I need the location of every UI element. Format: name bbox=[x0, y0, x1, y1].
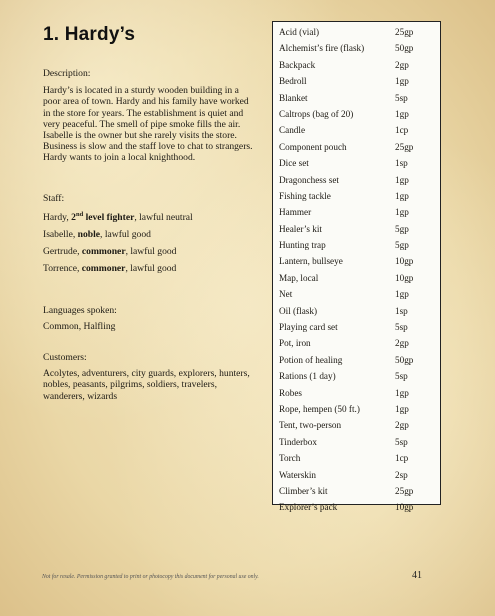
item-price: 1cp bbox=[395, 453, 409, 464]
item-name: Component pouch bbox=[279, 141, 347, 152]
item-name: Bedroll bbox=[279, 76, 307, 87]
table-row bbox=[273, 188, 440, 204]
item-name: Oil (flask) bbox=[279, 305, 318, 316]
item-name: Alchemist’s fire (flask) bbox=[279, 43, 365, 54]
item-price: 5sp bbox=[395, 92, 408, 103]
item-price: 1gp bbox=[395, 190, 409, 201]
item-name: Tent, two-person bbox=[279, 420, 342, 431]
item-name: Rope, hempen (50 ft.) bbox=[279, 403, 360, 414]
item-name: Playing card set bbox=[279, 322, 338, 333]
staff-name: Torrence, bbox=[43, 262, 82, 274]
staff-label: Staff: bbox=[43, 193, 65, 204]
table-row bbox=[273, 335, 440, 351]
item-price: 10gp bbox=[395, 502, 414, 513]
item-price: 1gp bbox=[395, 76, 409, 87]
item-name: Backpack bbox=[279, 59, 316, 70]
item-name: Robes bbox=[279, 387, 302, 398]
staff-role: commoner bbox=[81, 262, 126, 274]
item-name: Caltrops (bag of 20) bbox=[279, 108, 354, 119]
description-text: Hardy’s is located in a sturdy wooden building in a poor area of town. Hardy and his family have worked in the store for years. The establishment is quiet and very peaceful. The smell of pipe smoke fills the air. Isabelle is the owner but she rarely visits the store. Business is slow and the staff love to chat to strangers. Hardy wants to join a local knighthood. bbox=[43, 85, 253, 164]
item-price: 1gp bbox=[395, 289, 409, 300]
staff-level: 2 bbox=[71, 212, 76, 224]
item-name: Lantern, bullseye bbox=[279, 256, 343, 267]
languages-section bbox=[43, 305, 253, 332]
staff-level-suffix: nd bbox=[75, 211, 84, 219]
table-row bbox=[273, 401, 440, 417]
table-row bbox=[273, 40, 440, 56]
item-name: Acid (vial) bbox=[279, 27, 320, 37]
item-name: Hunting trap bbox=[279, 240, 326, 251]
item-name: Net bbox=[279, 289, 293, 300]
item-price: 1gp bbox=[395, 207, 409, 218]
staff-alignment: , lawful good bbox=[100, 229, 151, 241]
item-price: 10gp bbox=[395, 256, 414, 267]
staff-alignment: , lawful neutral bbox=[134, 212, 193, 224]
item-price: 2sp bbox=[395, 469, 408, 480]
table-row bbox=[273, 319, 440, 335]
item-price: 1gp bbox=[395, 387, 409, 398]
table-row bbox=[273, 237, 440, 253]
item-name: Blanket bbox=[279, 92, 308, 103]
item-price: 2gp bbox=[395, 59, 409, 70]
page-title: 1. Hardy’s bbox=[43, 24, 136, 45]
table-row bbox=[273, 286, 440, 302]
staff-name: Gertrude, bbox=[43, 245, 82, 257]
table-row bbox=[273, 385, 440, 401]
item-price: 10gp bbox=[395, 272, 414, 283]
table-row bbox=[273, 73, 440, 89]
table-row bbox=[273, 450, 440, 466]
item-price: 2gp bbox=[395, 420, 409, 431]
customers-section bbox=[43, 352, 253, 402]
item-price: 5sp bbox=[395, 371, 408, 382]
item-name: Explorer’s pack bbox=[279, 502, 338, 513]
staff-role: level fighter bbox=[83, 212, 135, 224]
item-name: Potion of healing bbox=[279, 354, 343, 365]
item-price: 5gp bbox=[395, 223, 409, 234]
item-price: 5sp bbox=[395, 322, 408, 333]
item-name: Tinderbox bbox=[279, 436, 317, 447]
item-price: 5sp bbox=[395, 436, 408, 447]
table-row bbox=[273, 90, 440, 106]
item-name: Map, local bbox=[279, 272, 319, 283]
item-price: 50gp bbox=[395, 43, 414, 54]
table-row bbox=[273, 106, 440, 122]
staff-member bbox=[43, 263, 253, 274]
table-row bbox=[273, 172, 440, 188]
item-name: Dragonchess set bbox=[279, 174, 339, 185]
item-price: 1gp bbox=[395, 174, 409, 185]
staff-role: commoner bbox=[81, 245, 126, 257]
table-row bbox=[273, 417, 440, 433]
description-label: Description: bbox=[43, 68, 91, 79]
table-row bbox=[273, 499, 440, 515]
table-row bbox=[273, 368, 440, 384]
staff-section bbox=[43, 193, 253, 280]
table-row bbox=[273, 221, 440, 237]
item-price: 5gp bbox=[395, 240, 409, 251]
staff-role: noble bbox=[77, 229, 101, 241]
footer-disclaimer: Not for resale. Permission granted to print or photocopy this document for personal use only. bbox=[42, 574, 259, 580]
item-name: Hammer bbox=[279, 207, 312, 218]
item-name: Dice set bbox=[279, 158, 309, 169]
item-name: Fishing tackle bbox=[279, 190, 331, 201]
table-row bbox=[273, 57, 440, 73]
item-name: Pot, iron bbox=[279, 338, 311, 349]
item-price: 25gp bbox=[395, 485, 414, 496]
table-row bbox=[273, 483, 440, 499]
staff-member bbox=[43, 209, 253, 223]
table-row bbox=[273, 253, 440, 269]
price-table bbox=[272, 21, 441, 513]
item-price: 1sp bbox=[395, 158, 408, 169]
languages-text: Common, Halfling bbox=[43, 321, 116, 333]
item-price: 2gp bbox=[395, 338, 409, 349]
item-name: Rations (1 day) bbox=[279, 371, 336, 382]
item-price: 1gp bbox=[395, 403, 409, 414]
staff-list bbox=[43, 209, 253, 274]
item-name: Healer’s kit bbox=[279, 223, 322, 234]
table-row bbox=[273, 122, 440, 138]
item-price: 1gp bbox=[395, 108, 409, 119]
staff-member bbox=[43, 229, 253, 240]
item-name: Waterskin bbox=[279, 469, 317, 480]
staff-name: Hardy, bbox=[43, 212, 72, 224]
table-row bbox=[273, 434, 440, 450]
table-row bbox=[273, 24, 440, 40]
item-price: 50gp bbox=[395, 354, 414, 365]
item-name: Climber’s kit bbox=[279, 485, 328, 496]
table-row bbox=[273, 352, 440, 368]
table-row bbox=[273, 270, 440, 286]
table-row bbox=[273, 467, 440, 483]
table-row bbox=[273, 155, 440, 171]
staff-alignment: , lawful good bbox=[125, 245, 177, 257]
item-name: Candle bbox=[279, 125, 306, 136]
item-name: Torch bbox=[279, 453, 301, 464]
staff-member bbox=[43, 246, 253, 257]
item-price: 25gp bbox=[395, 141, 414, 152]
table-row bbox=[273, 139, 440, 155]
page-number: 41 bbox=[412, 570, 422, 581]
staff-name: Isabelle, bbox=[43, 229, 78, 241]
languages-label: Languages spoken: bbox=[43, 305, 117, 316]
staff-alignment: , lawful good bbox=[125, 262, 177, 274]
item-price: 1sp bbox=[395, 305, 408, 316]
table-row bbox=[273, 204, 440, 220]
item-price: 25gp bbox=[395, 27, 414, 37]
item-price: 1cp bbox=[395, 125, 409, 136]
table-row bbox=[273, 303, 440, 319]
customers-label: Customers: bbox=[43, 352, 87, 363]
customers-text: Acolytes, adventurers, city guards, explorers, hunters, nobles, peasants, pilgrims, soldiers, travelers, wanderers, wizards bbox=[43, 368, 250, 402]
description-section bbox=[43, 68, 253, 164]
